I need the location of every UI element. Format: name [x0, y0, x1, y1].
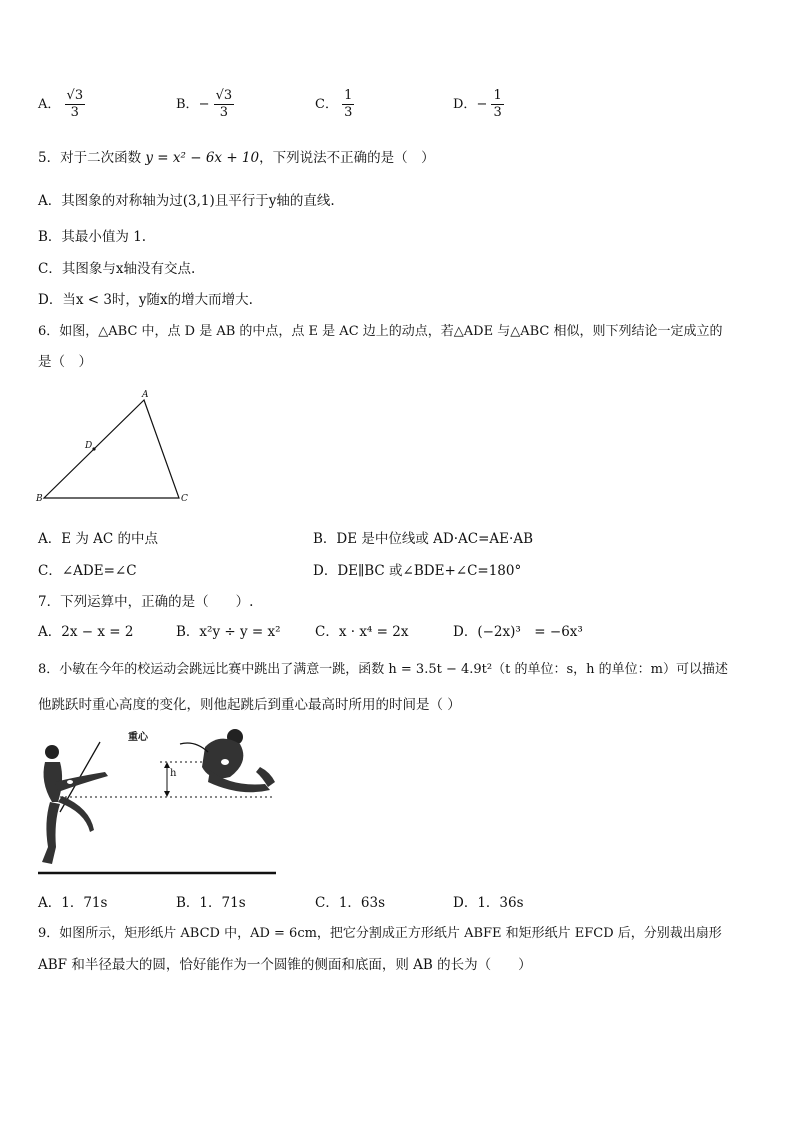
- q6-option-c: C．∠ADE=∠C: [38, 563, 137, 579]
- q8-option-b: B．1．71s: [176, 895, 246, 911]
- q4-option-d: D．− $\frac{1}{3}$: [453, 88, 502, 120]
- q9-stem-line2: ABF 和半径最大的圆，恰好能作为一个圆锥的侧面和底面，则 AB 的长为（ ）: [38, 957, 532, 973]
- q7-option-a: A．2x − x = 2: [38, 624, 134, 640]
- triangle-diagram: [34, 390, 194, 505]
- q5-formula: y = x² − 6x + 10: [145, 150, 260, 166]
- q6-stem-line2: 是（ ）: [38, 354, 92, 370]
- q7-option-b: B．x²y ÷ y = x²: [176, 624, 281, 640]
- q8-long-jump-figure: [30, 722, 280, 877]
- height-label: h: [170, 768, 177, 779]
- q8-stem-line1: 8．小敏在今年的校运动会跳远比赛中跳出了满意一跳，函数 h = 3.5t − 4.9t²（t 的单位：s，h 的单位：m）可以描述: [38, 662, 728, 677]
- fraction: $\frac{√3}{3}$: [215, 88, 233, 120]
- q8-option-c: C．1．63s: [315, 895, 386, 911]
- center-of-gravity-label: 重心: [128, 732, 148, 743]
- q6-option-b: B．DE 是中位线或 AD·AC=AE·AB: [313, 531, 534, 547]
- q9-stem-line1: 9．如图所示，矩形纸片 ABCD 中，AD = 6cm，把它分割成正方形纸片 ABFE 和矩形纸片 EFCD 后，分别裁出扇形: [38, 926, 722, 941]
- q4-option-c: C． $\frac{1}{3}$: [315, 88, 353, 120]
- fraction: $\frac{1}{3}$: [493, 88, 502, 120]
- vertex-label-a: A: [142, 390, 149, 400]
- q6-stem-line1: 6．如图，△ABC 中，点 D 是 AB 的中点，点 E 是 AC 边上的动点，若△ADE 与△ABC 相似，则下列结论一定成立的: [38, 324, 723, 339]
- q6-triangle-figure: [34, 390, 194, 505]
- q8-stem-line2: 他跳跃时重心高度的变化，则他起跳后到重心最高时所用的时间是（ ）: [38, 697, 461, 713]
- q5-option-b: B．其最小值为 1.: [38, 229, 147, 245]
- q8-option-a: A．1．71s: [38, 895, 108, 911]
- q6-option-a: A．E 为 AC 的中点: [38, 531, 159, 547]
- q5-option-d: D．当x < 3时，y随x的增大而增大.: [38, 292, 253, 308]
- q5-option-c: C．其图象与x轴没有交点.: [38, 261, 196, 277]
- long-jump-illustration: [30, 722, 280, 877]
- q4-option-a: A． $\frac{√3}{3}$: [38, 88, 84, 120]
- q6-option-d: D．DE∥BC 或∠BDE+∠C=180°: [313, 563, 522, 579]
- q7-option-d: D．(−2x)³ = −6x³: [453, 624, 583, 640]
- q8-option-d: D．1．36s: [453, 895, 524, 911]
- q4-option-b: B．− $\frac{√3}{3}$: [176, 88, 233, 120]
- fraction: $\frac{√3}{3}$: [66, 88, 84, 120]
- q5-stem: 5．对于二次函数 y = x² − 6x + 10，下列说法不正确的是（ ）: [38, 150, 435, 166]
- q7-stem: 7．下列运算中，正确的是（ ）.: [38, 594, 254, 610]
- q5-option-a: A．其图象的对称轴为过(3,1)且平行于y轴的直线.: [38, 193, 335, 209]
- vertex-label-b: B: [36, 494, 43, 504]
- vertex-label-c: C: [181, 494, 188, 504]
- fraction: $\frac{1}{3}$: [344, 88, 353, 120]
- q7-option-c: C．x · x⁴ = 2x: [315, 624, 409, 640]
- point-label-d: D: [85, 441, 93, 451]
